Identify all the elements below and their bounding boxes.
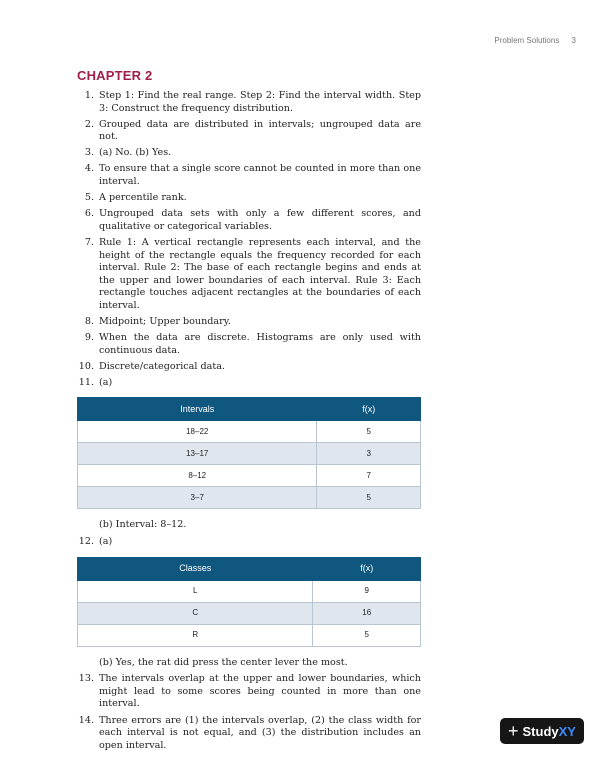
table-cell: 9: [313, 580, 421, 602]
item-text: Rule 1: A vertical rectangle represents each interval, and the height of the rectangle equals the frequency recorded for each interval. Rule 2: The base of each rectangle begins and ends at the upper and lower boundaries of each interval. Rule 3: Each rectangle touches adjacent rectangles at the boundaries of each interval.: [99, 236, 421, 311]
table-row: [78, 487, 421, 509]
item-text: A percentile rank.: [99, 192, 187, 204]
brand-name: Study: [522, 723, 559, 739]
running-head: [494, 36, 576, 45]
table-cell: 16: [313, 602, 421, 624]
list-item: [77, 192, 421, 205]
list-item: [77, 715, 421, 753]
column-header: f(x): [317, 398, 421, 421]
item-number: 7.: [84, 236, 94, 248]
list-item: [77, 536, 421, 549]
list-item: [77, 361, 421, 374]
item-number: 4.: [84, 163, 94, 175]
item-number: 14.: [78, 714, 94, 726]
item-number: 13.: [78, 673, 94, 685]
table-cell: 5: [317, 487, 421, 509]
column-header: f(x): [313, 557, 421, 580]
item-text: Three errors are (1) the intervals overlap, (2) the class width for each interval is not equal, and (3) the distribution includes an open interval.: [99, 714, 421, 751]
table-cell: 7: [317, 465, 421, 487]
item-number: 2.: [84, 118, 94, 130]
table-cell: 3–7: [78, 487, 317, 509]
table-header-row: [78, 398, 421, 421]
running-title: Problem Solutions: [494, 36, 560, 45]
item-text: To ensure that a single score cannot be counted in more than one interval.: [99, 163, 421, 188]
table-row: [78, 624, 421, 646]
table-cell: L: [78, 580, 313, 602]
item-text: Discrete/categorical data.: [99, 360, 225, 372]
item-text: When the data are discrete. Histograms are only used with continuous data.: [99, 332, 421, 356]
item-label: (a): [99, 376, 113, 388]
table-cell: R: [78, 624, 313, 646]
brand-suffix: XY: [558, 723, 576, 739]
list-item: [77, 377, 421, 390]
table-row: [78, 421, 421, 443]
studyxy-logo[interactable]: [500, 718, 584, 744]
item-number: 8.: [84, 316, 94, 327]
table-cell: 3: [317, 443, 421, 465]
item-text: The intervals overlap at the upper and lower boundaries, which might lead to some scores being counted in more than one interval.: [99, 673, 421, 710]
column-header: Intervals: [78, 398, 317, 421]
list-item: [77, 208, 421, 233]
item-text: Grouped data are distributed in intervals; ungrouped data are not.: [99, 118, 421, 143]
table-cell: C: [78, 602, 313, 624]
list-item: [77, 147, 421, 160]
item-number: 5.: [84, 192, 94, 204]
item-text: Midpoint; Upper boundary.: [99, 316, 231, 327]
table-header-row: [78, 557, 421, 580]
item-part-b: (b) Interval: 8–12.: [99, 519, 187, 531]
column-header: Classes: [78, 557, 313, 580]
item-text: Ungrouped data sets with only a few different scores, and qualitative or categorical variables.: [99, 208, 421, 232]
table-cell: 5: [313, 624, 421, 646]
item-text: Step 1: Find the real range. Step 2: Find the interval width. Step 3: Construct the frequency distribution.: [99, 90, 421, 114]
list-item: [77, 163, 421, 188]
item-number: 6.: [84, 208, 94, 220]
table-row: [78, 580, 421, 602]
table-cell: 5: [317, 421, 421, 443]
item-text: (a) No. (b) Yes.: [99, 147, 172, 159]
item-number: 1.: [84, 90, 94, 101]
list-item: [77, 316, 421, 329]
plus-icon: +: [508, 720, 519, 741]
list-item: [77, 119, 421, 144]
table-cell: 18–22: [78, 421, 317, 443]
item-label: (a): [99, 536, 113, 548]
item-number: 3.: [84, 147, 94, 159]
table-row: [78, 465, 421, 487]
solutions-list: [77, 90, 421, 756]
item-number: 10.: [78, 360, 94, 372]
table-cell: 8–12: [78, 465, 317, 487]
page-number: 3: [571, 36, 576, 45]
table-cell: 13–17: [78, 443, 317, 465]
list-item: [77, 673, 421, 711]
chapter-heading: CHAPTER 2: [77, 68, 153, 83]
frequency-table-intervals: [77, 397, 421, 509]
frequency-table-classes: [77, 557, 421, 647]
list-item: [77, 90, 421, 115]
list-item: [77, 332, 421, 357]
item-part-b: (b) Yes, the rat did press the center lever the most.: [99, 656, 348, 668]
item-number: 12.: [78, 536, 94, 548]
item-number: 9.: [84, 332, 94, 344]
table-row: [78, 602, 421, 624]
table-row: [78, 443, 421, 465]
item-number: 11.: [78, 376, 94, 388]
list-item: [77, 237, 421, 313]
